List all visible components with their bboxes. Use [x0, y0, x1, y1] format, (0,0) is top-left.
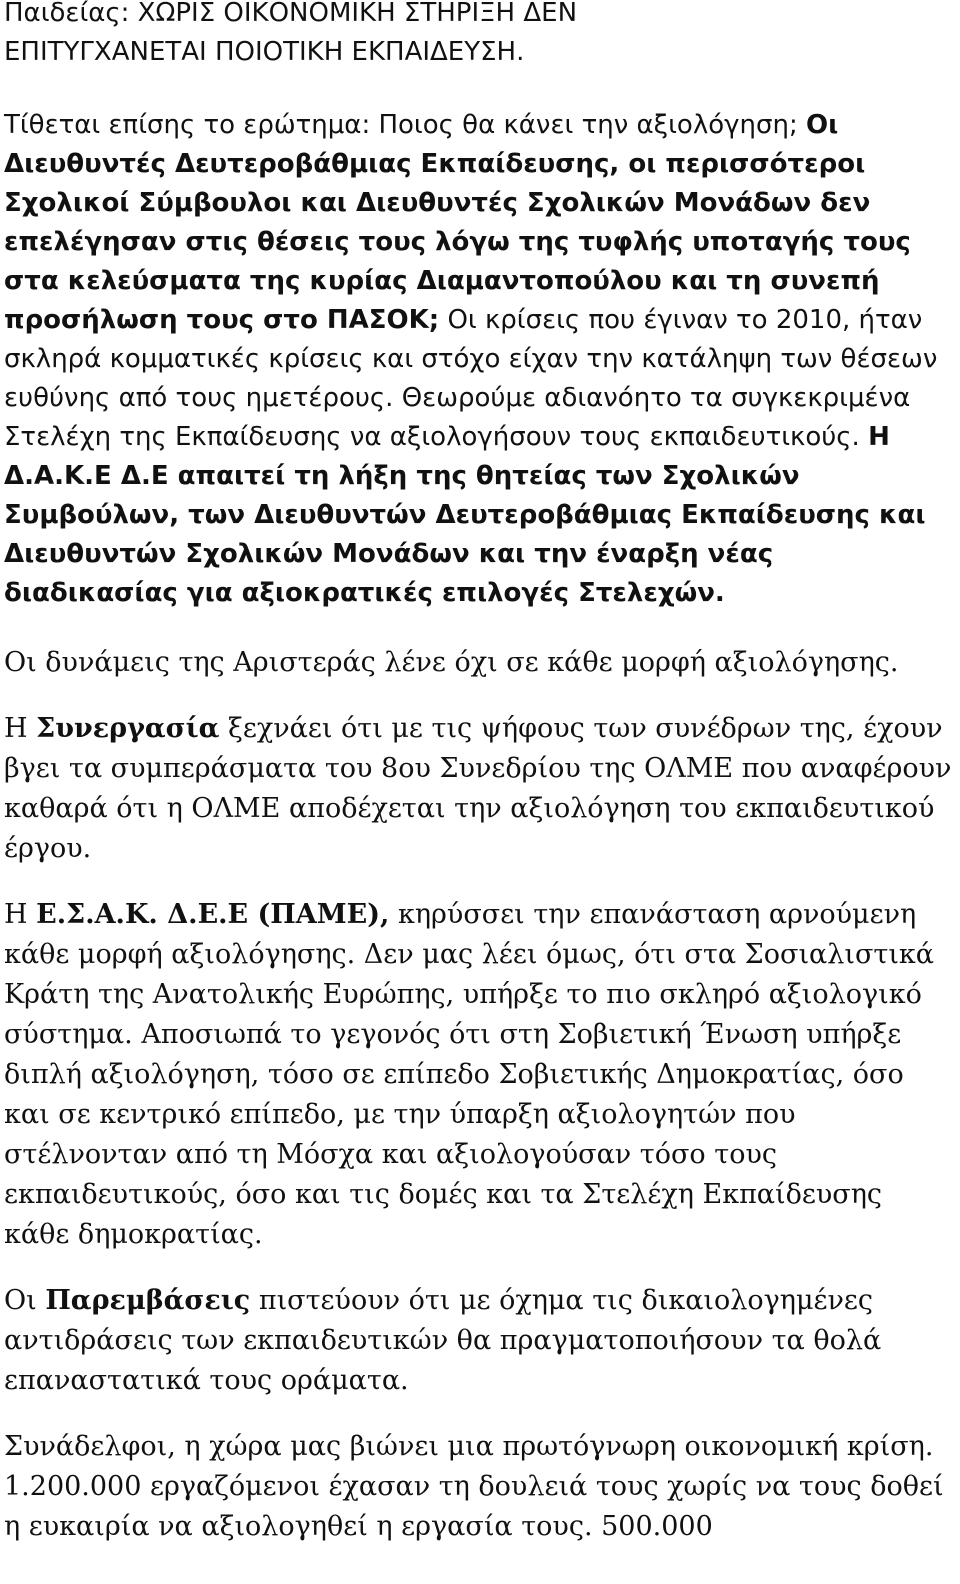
header-line-1: Παιδείας: ΧΩΡΙΣ ΟΙΚΟΝΟΜΙΚΗ ΣΤΗΡΙΞΗ ΔΕΝ [4, 0, 578, 28]
paragraph-text: ξεχνάει ότι με τις ψήφους των συνέδρων της, έχουν βγει τα συμπεράσματα του 8ου Συνεδρίου της ΟΛΜΕ που αναφέρουν καθαρά ότι η ΟΛΜΕ αποδέχεται την αξιολόγηση του εκπαιδευτικού έργου. [4, 713, 952, 864]
paragraph-text: Οι [4, 1285, 46, 1316]
paragraph-pame [4, 895, 954, 1255]
paragraph-crisis [4, 1427, 954, 1547]
bold-text: Ε.Σ.Α.Κ. Δ.Ε.Ε (ΠΑΜΕ), [36, 899, 390, 930]
header-heading [4, 0, 954, 72]
paragraph-text: Οι δυνάμεις της Αριστεράς λένε όχι σε κάθε μορφή αξιολόγησης. [4, 647, 899, 678]
paragraph-text: Η [4, 899, 37, 930]
bold-text: Παρεμβάσεις [45, 1285, 251, 1316]
paragraph-text: κηρύσσει την επανάσταση αρνούμενη κάθε μορφή αξιολόγησης. Δεν μας λέει όμως, ότι στα Σοσιαλιστικά Κράτη της Ανατολικής Ευρώπης, υπήρξε το πιο σκληρό αξιολογικό σύστημα. Αποσιωπά το γεγονός ότι στη Σοβιετική Ένωση υπήρξε διπλή αξιολόγηση, τόσο σε επίπεδο Σοβιετικής Δημοκρατίας, όσο και σε κεντρικό επίπεδο, με την ύπαρξη αξιολογητών που στέλνονταν από τη Μόσχα και αξιολογούσαν τόσο τους εκπαιδευτικούς, όσο και τις δομές και τα Στελέχη Εκπαίδευσης κάθε δημοκρατίας. [4, 899, 935, 1250]
paragraph-paremvaseis [4, 1281, 954, 1401]
bold-text: Συνεργασία [36, 713, 220, 744]
document [4, 0, 954, 1547]
bold-text: Οι Διευθυντές Δευτεροβάθμιας Εκπαίδευσης, οι περισσότεροι Σχολικοί Σύμβουλοι και Διευθυντές Σχολικών Μονάδων δεν επελέγησαν στις θέσεις τους λόγω της τυφλής υποταγής τους στα κελεύσματα της κυρίας Διαμαντοπούλου και τη συνεπή προσήλωση τους στο ΠΑΣΟΚ; [4, 110, 911, 335]
paragraph-text: Η [4, 713, 37, 744]
header-line-2: ΕΠΙΤΥΓΧΑΝΕΤΑΙ ΠΟΙΟΤΙΚΗ ΕΚΠΑΙΔΕΥΣΗ. [4, 37, 525, 67]
paragraph-left-forces [4, 643, 954, 683]
paragraph-text: Τίθεται επίσης το ερώτημα: Ποιος θα κάνει την αξιολόγηση; [4, 110, 806, 140]
paragraph-text: Οι κρίσεις που έγιναν το 2010, ήταν σκληρά κομματικές κρίσεις και στόχο είχαν την κατάληψη των θέσεων ευθύνης από τους ημετέρους. Θεωρούμε αδιανόητο τα συγκεκριμένα Στελέχη της Εκπαίδευσης να αξιολογήσουν τους εκπαιδευτικούς. [4, 305, 938, 452]
paragraph-text: Συνάδελφοι, η χώρα μας βιώνει μια πρωτόγνωρη οικονομική κρίση. 1.200.000 εργαζόμενοι έχασαν τη δουλειά τους χωρίς να τους δοθεί η ευκαιρία να αξιολογηθεί η εργασία τους. 500.000 [4, 1431, 944, 1542]
bold-text: Η Δ.Α.Κ.Ε Δ.Ε απαιτεί τη λήξη της θητείας των Σχολικών Συμβούλων, των Διευθυντών Δευτεροβάθμιας Εκπαίδευσης και Διευθυντών Σχολικών Μονάδων και την έναρξη νέας διαδικασίας για αξιοκρατικές επιλογές Στελεχών. [4, 422, 926, 608]
paragraph-synergasia [4, 709, 954, 869]
paragraph-text: πιστεύουν ότι με όχημα τις δικαιολογημένες αντιδράσεις των εκπαιδευτικών θα πραγματοποιήσουν τα θολά επαναστατικά τους οράματα. [4, 1285, 882, 1396]
paragraph-evaluators [4, 106, 954, 613]
